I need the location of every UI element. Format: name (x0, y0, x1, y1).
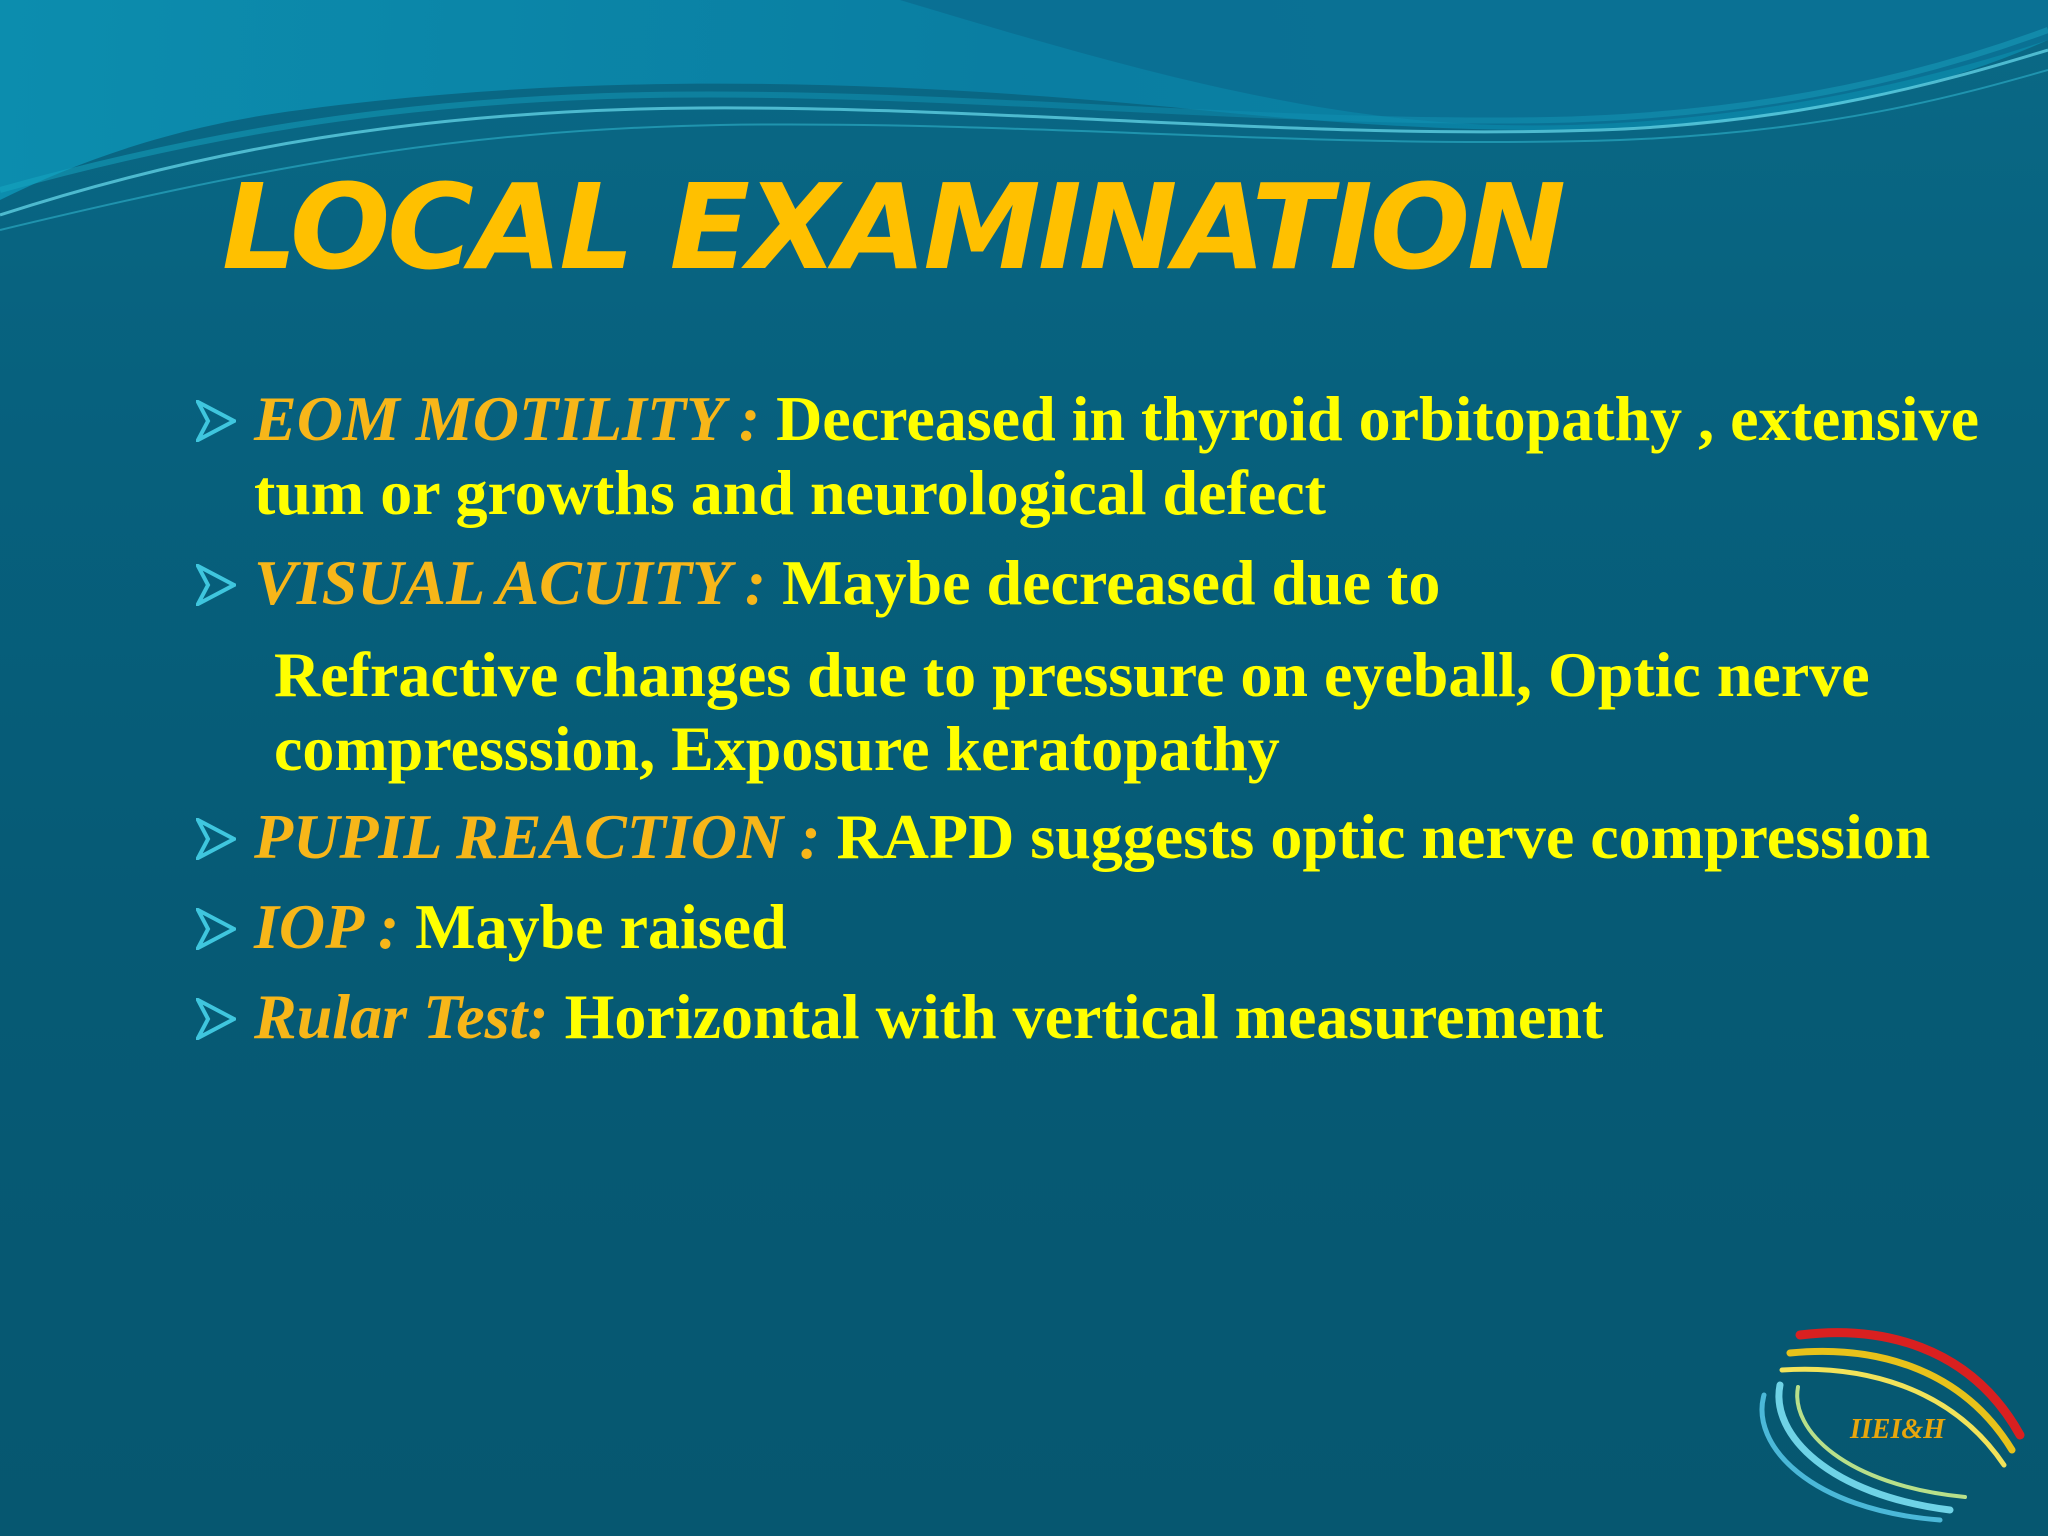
bullet-continuation: Refractive changes due to pressure on eyeball, Optic nerve compresssion, Exposure keratopathy (274, 639, 1870, 784)
bullet-text: Horizontal with vertical measurement (548, 981, 1604, 1052)
logo-text: IIEI&H (1850, 1414, 1945, 1445)
bullet-item-eom-motility (196, 382, 1996, 530)
bullet-text: Maybe decreased due to (766, 547, 1441, 618)
bullet-label: PUPIL REACTION : (254, 801, 821, 872)
bullet-item-visual-acuity (196, 546, 1996, 786)
bullet-item-pupil-reaction (196, 800, 1996, 874)
slide-title: LOCAL EXAMINATION (222, 158, 1563, 296)
bullet-text: Maybe raised (399, 891, 787, 962)
arrow-bullet-icon (196, 400, 236, 442)
bullet-item-rular-test (196, 980, 1996, 1054)
arrow-bullet-icon (196, 998, 236, 1040)
bullet-label: EOM MOTILITY : (254, 383, 761, 454)
bullet-text: RAPD suggests optic nerve compression (820, 801, 1931, 872)
bullet-text: Decreased in thyroid orbitopathy , extensive tum or growths and neurological defect (254, 383, 1979, 528)
bullet-label: VISUAL ACUITY : (254, 547, 767, 618)
arrow-bullet-icon (196, 908, 236, 950)
bullet-label: IOP : (254, 891, 400, 962)
bullet-item-iop (196, 890, 1996, 964)
bullet-list (196, 382, 1996, 1070)
arrow-bullet-icon (196, 818, 236, 860)
arrow-bullet-icon (196, 564, 236, 606)
bullet-label: Rular Test: (254, 981, 549, 1052)
